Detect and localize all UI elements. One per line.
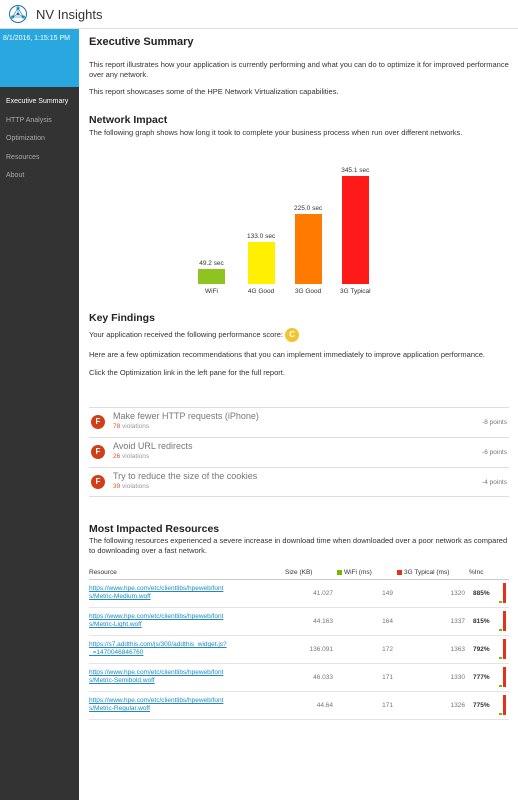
wifi-mini-bar — [499, 685, 502, 687]
mini-chart-cell — [499, 691, 509, 719]
sidebar-item-about[interactable]: About — [6, 172, 25, 179]
column-header-wifi[interactable] — [337, 566, 397, 579]
resource-link[interactable] — [89, 585, 223, 600]
resource-url-line-1: https://www.hpe.com/etc/clientlibs/hpeweb/font — [89, 697, 224, 704]
resources-section — [89, 523, 509, 555]
bar-group-3g-good — [294, 205, 322, 295]
column-header-size[interactable]: Size (KB) — [285, 566, 337, 579]
wifi-cell: 171 — [337, 663, 397, 691]
resource-url-cell — [89, 663, 285, 691]
recommendation-title: Try to reduce the size of the cookies — [113, 471, 258, 481]
mini-comparison-chart — [499, 637, 507, 661]
app-logo-icon — [8, 4, 28, 24]
mini-comparison-chart — [499, 693, 507, 717]
mini-chart-cell — [499, 635, 509, 663]
key-findings-title: Key Findings — [89, 312, 155, 324]
3g-column-label: 3G Typical (ms) — [404, 568, 450, 576]
increase-cell: 885% — [469, 579, 499, 607]
bar-4g-good — [248, 242, 275, 284]
violations-label: violations — [122, 483, 150, 490]
bar-group-wifi — [198, 260, 225, 295]
wifi-cell: 171 — [337, 691, 397, 719]
resource-url-line-2: s/Metric-Medium.woff — [89, 593, 151, 600]
violations-number: 39 — [113, 483, 121, 490]
points-penalty: -6 points — [482, 449, 507, 456]
sidebar-item-resources[interactable]: Resources — [6, 153, 40, 161]
resource-url-line-1: https://www.hpe.com/etc/clientlibs/hpeweb/font — [89, 613, 224, 620]
3g-typical-cell: 1320 — [397, 579, 469, 607]
3g-legend-swatch — [397, 570, 402, 575]
bar-value-label: 225.0 sec — [294, 205, 323, 212]
report-timestamp: 8/1/2016, 1:15:15 PM — [3, 35, 70, 42]
table-row — [89, 579, 509, 607]
violations-number: 26 — [113, 453, 121, 460]
wifi-mini-bar — [499, 657, 502, 659]
wifi-legend-swatch — [337, 570, 342, 575]
points-penalty: -4 points — [482, 479, 507, 486]
bar-value-label: 345.1 sec — [341, 167, 370, 174]
network-impact-chart — [110, 160, 410, 295]
mini-comparison-chart — [499, 581, 507, 605]
sidebar-item-executive-summary[interactable]: Executive Summary — [6, 98, 69, 105]
wifi-cell: 149 — [337, 579, 397, 607]
resource-url-line-2: _=1470046846760 — [89, 649, 144, 656]
resource-url-line-2: s/Metric-Semibold.woff — [89, 677, 155, 684]
sidebar-item-optimization[interactable]: Optimization — [6, 135, 45, 142]
executive-summary-title: Executive Summary — [89, 36, 194, 48]
increase-cell: 775% — [469, 691, 499, 719]
bar-wifi — [198, 269, 225, 284]
key-findings-section — [89, 312, 509, 377]
bar-3g-typical — [342, 176, 369, 284]
wifi-cell: 164 — [337, 607, 397, 635]
wifi-mini-bar — [499, 713, 502, 715]
table-row — [89, 691, 509, 719]
resource-link[interactable] — [89, 697, 223, 712]
column-header-resource[interactable]: Resource — [89, 566, 285, 579]
wifi-mini-bar — [499, 629, 502, 631]
mini-chart-cell — [499, 579, 509, 607]
resource-url-line-2: s/Metric-Light.woff — [89, 621, 142, 628]
bar-group-4g-good — [247, 233, 275, 295]
bar-value-label: 133.0 sec — [247, 233, 276, 240]
wifi-column-label: WiFi (ms) — [344, 568, 372, 576]
table-row — [89, 635, 509, 663]
findings-paragraph-1: Here are a few optimization recommendations that you can implement immediately to improve application performance. — [89, 350, 486, 359]
resources-title: Most Impacted Resources — [89, 523, 220, 535]
resource-url-cell — [89, 635, 285, 663]
violations-label: violations — [122, 423, 150, 430]
increase-cell: 792% — [469, 635, 499, 663]
mini-chart-cell — [499, 663, 509, 691]
resource-url-cell — [89, 691, 285, 719]
resources-table — [89, 566, 509, 720]
3g-typical-cell: 1337 — [397, 607, 469, 635]
size-cell: 41.027 — [285, 579, 337, 607]
3g-mini-bar — [503, 611, 506, 631]
report-timestamp-panel — [0, 29, 79, 87]
bar-group-3g-typical — [340, 167, 371, 295]
size-cell: 136.091 — [285, 635, 337, 663]
violations-count — [113, 423, 149, 430]
resource-link[interactable] — [89, 641, 227, 656]
bar-value-label: 49.2 sec — [199, 260, 224, 267]
resource-url-line-1: https://www.hpe.com/etc/clientlibs/hpeweb/font — [89, 669, 224, 676]
points-penalty: -8 points — [482, 419, 507, 426]
resource-url-line-1: https://s7.addthis.com/js/300/addthis_widget.js? — [89, 641, 227, 648]
violations-number: 78 — [113, 423, 121, 430]
3g-mini-bar — [503, 639, 506, 659]
app-title: NV Insights — [36, 6, 103, 22]
table-row — [89, 607, 509, 635]
column-header-mini-chart — [499, 566, 509, 579]
size-cell: 44.163 — [285, 607, 337, 635]
resource-url-line-2: s/Metric-Regular.woff — [89, 705, 150, 712]
mini-comparison-chart — [499, 609, 507, 633]
3g-mini-bar — [503, 695, 506, 715]
resource-url-cell — [89, 607, 285, 635]
network-impact-title: Network Impact — [89, 113, 168, 126]
wifi-cell: 172 — [337, 635, 397, 663]
bar-3g-good — [295, 214, 322, 284]
recommendation-item[interactable] — [89, 437, 509, 467]
grade-badge: F — [91, 415, 105, 429]
grade-badge: F — [91, 475, 105, 489]
resource-url-cell — [89, 579, 285, 607]
violations-count — [113, 483, 149, 490]
3g-mini-bar — [503, 667, 506, 687]
recommendation-title: Make fewer HTTP requests (iPhone) — [113, 411, 259, 421]
violations-count — [113, 453, 149, 460]
size-cell: 46.033 — [285, 663, 337, 691]
network-impact-description: The following graph shows how long it took to complete your business process when run over different networks. — [89, 127, 463, 137]
sidebar-nav — [0, 93, 79, 186]
table-row — [89, 663, 509, 691]
sidebar-item-http-analysis[interactable]: HTTP Analysis — [6, 116, 52, 124]
wifi-mini-bar — [499, 601, 502, 603]
bar-category-label: 3G Typical — [340, 288, 371, 295]
summary-paragraph-1: This report illustrates how your application is currently performing and what you can do to optimize it for improved performance over any network. — [89, 60, 509, 79]
score-text: Your application received the following performance score: — [89, 329, 284, 339]
resource-link[interactable] — [89, 669, 223, 684]
resource-link[interactable] — [89, 613, 223, 628]
bar-category-label: 3G Good — [294, 288, 322, 295]
performance-score-badge: C — [285, 328, 299, 342]
3g-mini-bar — [503, 583, 506, 603]
3g-typical-cell: 1363 — [397, 635, 469, 663]
mini-chart-cell — [499, 607, 509, 635]
recommendation-item[interactable] — [89, 407, 509, 437]
bar-category-label: WiFi — [205, 288, 218, 295]
sidebar — [0, 29, 79, 800]
top-bar — [0, 0, 518, 29]
column-header-3g-typical[interactable] — [397, 566, 469, 579]
3g-typical-cell: 1326 — [397, 691, 469, 719]
table-header-row — [89, 566, 509, 579]
mini-comparison-chart — [499, 665, 507, 689]
recommendation-item[interactable] — [89, 467, 509, 497]
violations-label: violations — [122, 453, 150, 460]
3g-typical-cell: 1330 — [397, 663, 469, 691]
executive-summary-section — [89, 29, 509, 137]
findings-paragraph-2: Click the Optimization link in the left pane for the full report. — [89, 367, 285, 377]
summary-paragraph-2: This report showcases some of the HPE Network Virtualization capabilities. — [89, 87, 339, 96]
increase-cell: 777% — [469, 663, 499, 691]
bar-category-label: 4G Good — [247, 288, 275, 295]
score-line — [89, 328, 509, 342]
column-header-inc[interactable]: %Inc — [469, 566, 499, 579]
size-cell: 44.64 — [285, 691, 337, 719]
increase-cell: 815% — [469, 607, 499, 635]
recommendation-title: Avoid URL redirects — [113, 441, 193, 451]
resources-description: The following resources experienced a severe increase in download time when downloaded over a poor network as compared to downloading over a fast network. — [89, 536, 508, 555]
grade-badge: F — [91, 445, 105, 459]
resource-url-line-1: https://www.hpe.com/etc/clientlibs/hpeweb/font — [89, 585, 224, 592]
